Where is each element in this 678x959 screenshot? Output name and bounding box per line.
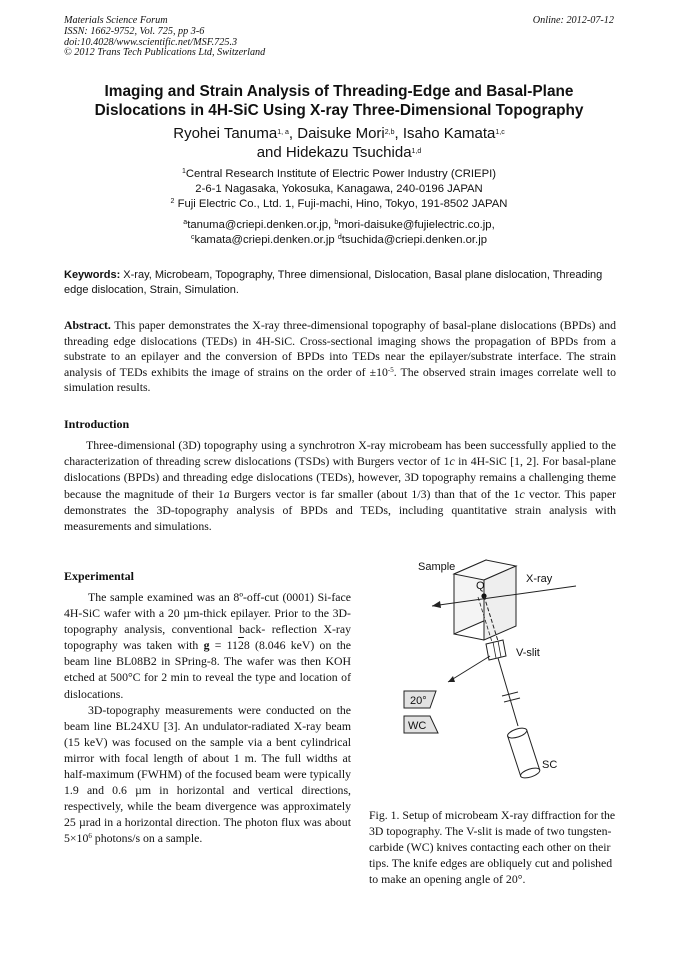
introduction-heading: Introduction: [64, 417, 130, 431]
email-line-1: [40, 218, 638, 233]
setup-diagram: [366, 556, 626, 802]
email-c-sup: c: [191, 234, 195, 241]
intro-part-1: Three-dimensional (3D) topography using a synchrotron X-ray microbeam has been successfully applied to the characterization of threading screw dislocations (TSDs) with Burgers vector of 1: [64, 438, 616, 469]
exp-p1-part-3: 8 (8.046 keV) on the beam line BL08B2 in SPring-8. The wafer was then KOH etched at 500°C for 2 min to reveal the type and location of dislocations.: [64, 638, 351, 701]
abstract: [64, 318, 616, 396]
journal-issn: ISSN: 1662-9752, Vol. 725, pp 3-6: [64, 25, 205, 37]
author-list: [40, 124, 638, 162]
figure-1: [366, 556, 626, 802]
author-line-1: [40, 124, 638, 143]
keywords-label: Keywords:: [64, 269, 121, 281]
abstract-end: . The observed strain images correlate well to simulation results.: [64, 364, 617, 395]
sc-detector-icon: [506, 726, 540, 780]
online-date: [533, 16, 614, 27]
email-line-2: [40, 233, 638, 248]
intro-italic-a: a: [223, 486, 230, 501]
author-4: Hidekazu Tsuchida: [285, 144, 412, 161]
email-b: mori-daisuke@fujielectric.co.jp,: [338, 219, 495, 231]
exp-p1-part-2: = 11: [209, 638, 238, 653]
beam-break-1: [502, 692, 518, 696]
label-angle: 20°: [410, 695, 427, 707]
exp-g-vector: g: [203, 638, 210, 653]
author-2-sup: 2,b: [384, 129, 395, 136]
figure-1-caption: Fig. 1. Setup of microbeam X-ray diffraction for the 3D topography. The V-slit is made of two tungsten-carbide (WC) knives contacting each other on their tips. The knife edges are obliquely cut and polished to make an opening angle of 20°.: [369, 808, 616, 887]
label-wc: WC: [408, 720, 427, 732]
author-3: Isaho Kamata: [402, 125, 496, 142]
exp-p2-exponent: 6: [88, 832, 92, 841]
title-line-2: Dislocations in 4H-SiC Using X-ray Three-Dimensional Topography: [94, 102, 584, 119]
label-xray: X-ray: [526, 573, 553, 585]
email-d-sup: d: [337, 234, 342, 241]
experimental-heading: Experimental: [64, 569, 134, 583]
author-and: and: [256, 144, 286, 161]
online-date-text: Online: 2012-07-12: [532, 15, 614, 26]
email-a: tanuma@criepi.denken.or.jp,: [187, 219, 335, 231]
keywords-text: X-ray, Microbeam, Topography, Three dimensional, Dislocation, Basal plane dislocation, Threading edge dislocation, Strain, Simulation.: [64, 269, 603, 296]
intro-italic-c: c: [449, 454, 455, 469]
affiliation-1-text: Central Research Institute of Electric Power Industry (CRIEPI): [185, 168, 497, 180]
title-line-1: Imaging and Strain Analysis of Threading-Edge and Basal-Plane: [104, 83, 574, 100]
introduction-text: [64, 437, 616, 534]
email-b-sup: b: [334, 219, 339, 226]
exp-p2-part-1: 3D-topography measurements were conducted on the beam line BL24XU [3]. An undulator-radiated X-ray beam (15 keV) was focused on the sample via a bent cylindrical mirror with focal length of about 1 m. The full widths at half-maximum (FWHM) of the focused beam were typically 1.9 and 0.6 µm in horizontal and vertical directions, respectively, while the beam divergence was approximately 25 µrad in a horizontal direction. The photon flux was about 5×10: [64, 702, 351, 846]
sample-block-bottom: [454, 634, 484, 640]
affiliation-1-address: 2-6-1 Nagasaka, Yokosuka, Kanagawa, 240-0196 JAPAN: [195, 183, 483, 195]
journal-copyright: © 2012 Trans Tech Publications Ltd, Switzerland: [64, 47, 266, 59]
label-sample: Sample: [418, 561, 456, 573]
author-4-sup: 1,d: [411, 148, 422, 155]
abstract-text: This paper demonstrates the X-ray three-dimensional topography of basal-plane dislocations (BPDs) and threading edge dislocations (TEDs) in 4H-SiC. Cross-sectional imaging shows the propagation of BPDs from a substrate to an epilayer and the conversion of BPDs into TEDs near the epilayer/substrate interface. The strain analysis of TEDs exhibits the image of strains on the order of ±10: [64, 318, 616, 379]
author-sep: ,: [288, 125, 298, 142]
author-2: Daisuke Mori: [297, 125, 385, 142]
author-emails: [40, 218, 638, 248]
journal-doi: doi:10.4028/www.scientific.net/MSF.725.3: [64, 36, 238, 48]
author-3-sup: 1,c: [495, 129, 505, 136]
intro-part-2: in 4H-SiC [1, 2]. For basal-plane dislocations (BPDs) and threading edge dislocations (TEDs), however, 3D topography remains a challenging theme because the magnitude of their 1: [64, 454, 616, 501]
affiliation-2-sup: 2: [170, 198, 175, 205]
affiliation-2: [40, 197, 638, 212]
inset-leader-arrow: [448, 676, 455, 682]
abstract-exponent: -5: [387, 365, 394, 374]
intro-part-3: Burgers vector is far smaller (about 1/3) than that of the 1: [229, 486, 520, 501]
author-1-sup: 1, a: [277, 129, 289, 136]
email-c: kamata@criepi.denken.or.jp: [194, 234, 338, 246]
label-vslit: V-slit: [516, 647, 540, 659]
intro-italic-c-2: c: [519, 486, 525, 501]
author-sep: ,: [394, 125, 403, 142]
affiliation-1: [40, 167, 638, 182]
paper-title: [40, 82, 638, 120]
journal-header: [64, 16, 484, 59]
experimental-paragraph-1: [64, 589, 351, 702]
email-d: tsuchida@criepi.denken.or.jp: [341, 234, 487, 246]
xray-arrow-head: [432, 601, 441, 608]
affiliation-1-sup: 1: [181, 168, 186, 175]
journal-name: Materials Science Forum: [64, 15, 168, 26]
author-line-2: [40, 143, 638, 162]
beam-break-2: [504, 698, 520, 702]
author-1: Ryohei Tanuma: [173, 125, 278, 142]
label-q: Q: [476, 580, 485, 592]
intro-part-4: vector. This paper demonstrates the 3D-topography analysis of BPDs and TEDs, including quantitative strain analysis with measurements and simulations.: [64, 486, 616, 534]
exp-overline-digit: 2: [237, 638, 244, 653]
experimental-paragraph-2: [64, 702, 351, 847]
affiliations: [40, 167, 638, 212]
beam-to-detector: [498, 658, 518, 726]
inset-leader-line: [448, 656, 490, 682]
abstract-label: Abstract.: [64, 318, 111, 332]
exp-p1-part-1: The sample examined was an 8º-off-cut (0001) Si-face 4H-SiC wafer with a 20 µm-thick epilayer. Prior to the 3D-topography analysis, conventional back- reflection X-ray topography was taken with: [64, 590, 351, 653]
affiliation-2-text: Fuji Electric Co., Ltd. 1, Fuji-machi, Hino, Tokyo, 191-8502 JAPAN: [174, 198, 508, 210]
exp-p2-part-2: photons/s on a sample.: [91, 831, 203, 846]
email-a-sup: a: [183, 219, 188, 226]
experimental-text: [64, 589, 351, 847]
label-sc: SC: [542, 759, 558, 771]
keywords: [64, 268, 616, 298]
